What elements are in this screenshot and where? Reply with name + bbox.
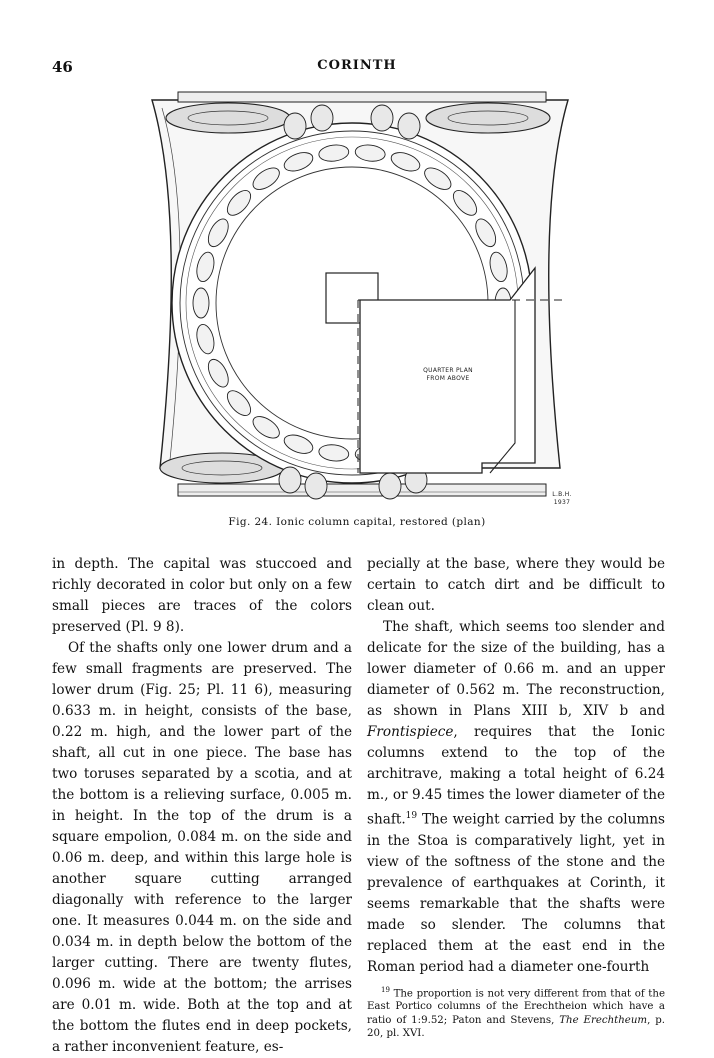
- pearl-ornament: [398, 113, 420, 139]
- running-head: [0, 58, 714, 82]
- pearl-ornament: [284, 113, 306, 139]
- right-paragraph-1: pecially at the base, where they would be certain to catch dirt and be difficult to clean out.: [367, 556, 665, 614]
- pearl-ornament: [279, 467, 301, 493]
- figure-caption: Fig. 24. Ionic column capital, restored (plan): [228, 516, 486, 528]
- left-paragraph-1: in depth. The capital was stuccoed and richly decorated in color but only on a few small pieces are traces of the colors preserved (Pl. 9 8).: [52, 556, 352, 635]
- frontispiece-italic: Frontispiece: [367, 724, 454, 740]
- quarter-plan-label-1: QUARTER PLAN: [423, 367, 473, 374]
- capital-plan-drawing: [130, 88, 585, 508]
- volute-top-left: [166, 103, 290, 133]
- drawing-year: 1937: [553, 499, 571, 506]
- running-title: CORINTH: [317, 58, 397, 73]
- draftsman-initials: L.B.H.: [552, 491, 572, 498]
- quarter-plan-label-2: FROM ABOVE: [426, 375, 470, 382]
- left-paragraph-2: Of the shafts only one lower drum and a few small fragments are preserved. The lower drum (Fig. 25; Pl. 11 6), measuring 0.633 m. in height, consists of the base, 0.22 m. high, and the lower part of the shaft, all cut in one piece. The base has two toruses separated by a scotia, and at the bottom is a relieving surface, 0.005 m. in height. In the top of the drum is a square empolion, 0.084 m. on the side and 0.06 m. deep, and within this large hole is another square cutting arranged diagonally with reference to the larger one. It measures 0.044 m. on the side and 0.034 m. in depth below the bottom of the larger cutting. There are twenty flutes, 0.096 m. wide at the bottom; the arrises are 0.01 m. wide. Both at the top and at the bottom the flutes end in deep pockets, a rather inconvenient feature, es-: [52, 640, 352, 1055]
- page-number: 46: [52, 58, 73, 76]
- bottom-band: [178, 484, 546, 496]
- right-paragraph-2: The shaft, which seems too slender and delicate for the size of the building, has a lower diameter of 0.66 m. and an upper diameter of 0.562 m. The reconstruction, as shown in Plans XIII b, XIV b and Frontispiece, requires that the Ionic columns extend to the top of the architrave, making a total height of 6.24 m., or 9.45 times the lower diameter of the shaft.$^{19}$ The weight carried by the columns in the Stoa is comparatively light, yet in view of the softness of the stone and the prevalence of earthquakes at Corinth, it seems remarkable that the shafts were made so slender. The columns that replaced them at the east end in the Roman period had a diameter one-fourth: [367, 619, 665, 975]
- volute-top-right: [426, 103, 550, 133]
- figure-ionic-capital-plan: [130, 88, 585, 508]
- egg-ornament: [193, 288, 209, 318]
- right-column: [367, 554, 665, 1041]
- pearl-ornament: [379, 473, 401, 499]
- left-column: [52, 554, 352, 1058]
- pearl-ornament: [305, 473, 327, 499]
- erechtheum-italic: The Erechtheum: [559, 1014, 648, 1026]
- footnote-19: $^{19}$ The proportion is not very different from that of the East Portico columns of the Erechtheion which have a ratio of 1:9.52; Paton and Stevens, The Erechtheum, p. 20, pl. XVI.: [367, 985, 665, 1040]
- pearl-ornament: [371, 105, 393, 131]
- top-band: [178, 92, 546, 102]
- pearl-ornament: [311, 105, 333, 131]
- footnote-ref-19: 19: [405, 811, 418, 821]
